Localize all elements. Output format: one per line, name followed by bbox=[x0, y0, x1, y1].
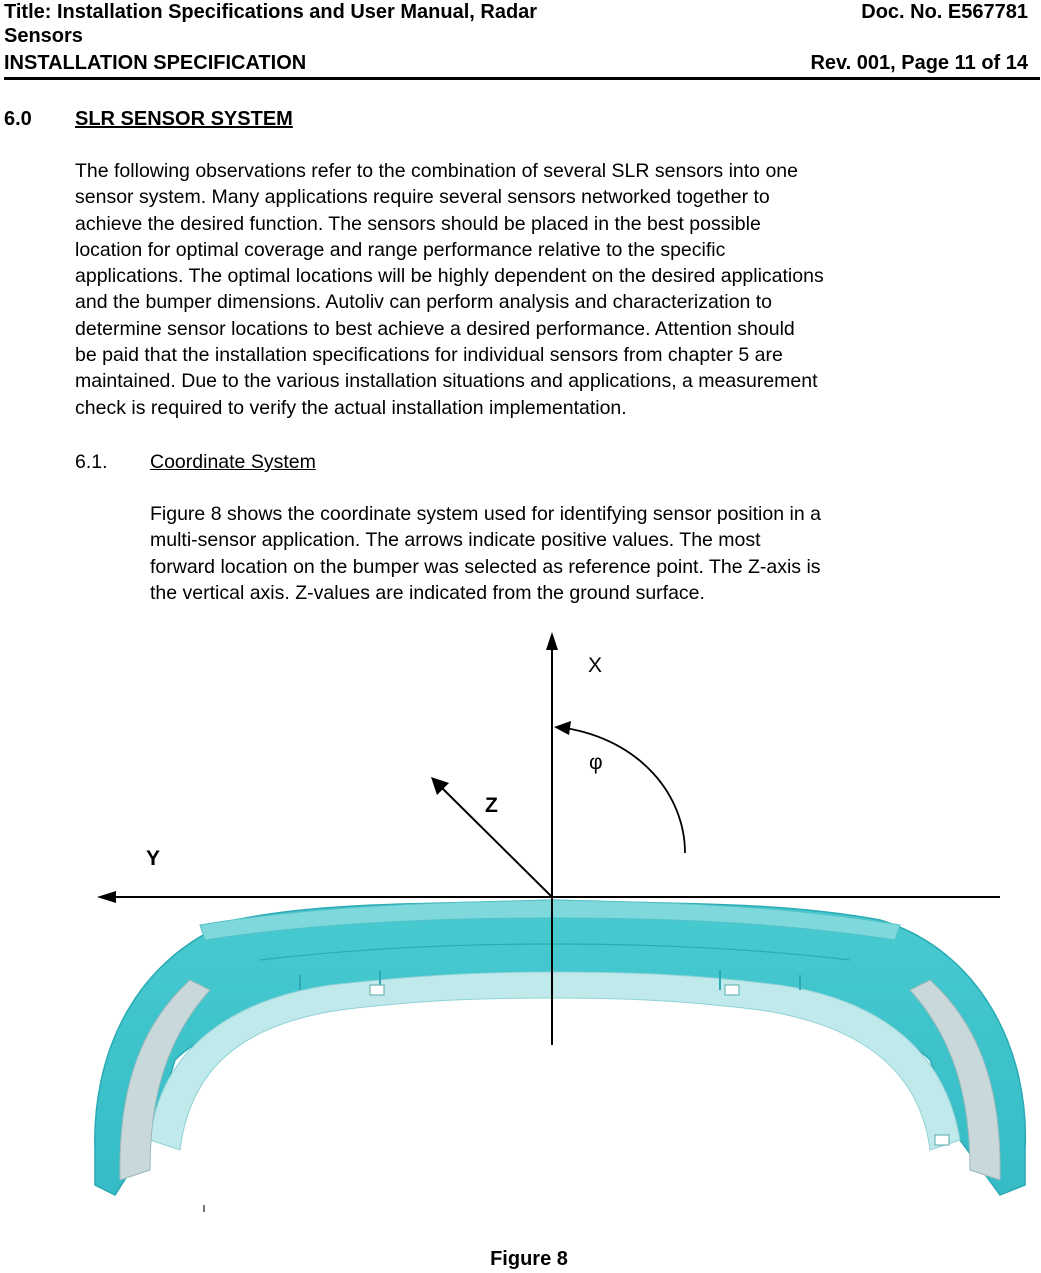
paragraph-line: achieve the desired function. The sensors should be placed in the best possible bbox=[75, 212, 761, 235]
paragraph-line: forward location on the bumper was selected as reference point. The Z-axis is bbox=[150, 555, 821, 578]
bumper-clip-left bbox=[370, 985, 384, 995]
section-number: 6.0 bbox=[4, 108, 32, 130]
y-axis-label: Y bbox=[146, 847, 161, 870]
phi-arc-arrowhead bbox=[554, 721, 571, 735]
coordinate-system-figure bbox=[0, 600, 1041, 1240]
subsection-paragraph bbox=[150, 501, 821, 606]
phi-label: φ bbox=[589, 751, 603, 774]
y-axis-arrowhead bbox=[97, 891, 116, 903]
paragraph-line: Figure 8 shows the coordinate system used for identifying sensor position in a bbox=[150, 503, 821, 525]
subsection-number: 6.1. bbox=[75, 451, 108, 473]
bumper-image bbox=[95, 900, 1026, 1212]
paragraph-line: and the bumper dimensions. Autoliv can perform analysis and characterization to bbox=[75, 291, 772, 314]
bumper-clip-lower-right bbox=[935, 1135, 949, 1145]
bumper-inner-band bbox=[150, 972, 960, 1150]
doc-title-line2: Sensors bbox=[4, 25, 83, 47]
doc-number: Doc. No. E567781 bbox=[861, 1, 1028, 23]
paragraph-line: applications. The optimal locations will be highly dependent on the desired applications bbox=[75, 265, 824, 288]
paragraph-line: maintained. Due to the various installation situations and applications, a measurement bbox=[75, 370, 818, 393]
paragraph-line: multi-sensor application. The arrows indicate positive values. The most bbox=[150, 529, 761, 552]
z-axis-label: Z bbox=[485, 794, 498, 817]
paragraph-line: be paid that the installation specifications for individual sensors from chapter 5 are bbox=[75, 344, 783, 367]
paragraph-line: sensor system. Many applications require several sensors networked together to bbox=[75, 186, 770, 209]
doc-section-label: INSTALLATION SPECIFICATION bbox=[4, 52, 307, 74]
paragraph-line: The following observations refer to the combination of several SLR sensors into one bbox=[75, 160, 798, 182]
header-rule bbox=[4, 77, 1040, 80]
doc-title-line1: Title: Installation Specifications and User Manual, Radar bbox=[4, 1, 538, 23]
section-paragraph bbox=[75, 158, 824, 421]
section-title: SLR SENSOR SYSTEM bbox=[75, 108, 293, 130]
x-axis-label: X bbox=[588, 654, 603, 677]
paragraph-line: the vertical axis. Z-values are indicated from the ground surface. bbox=[150, 581, 705, 604]
phi-angle-arc bbox=[565, 728, 685, 853]
figure-caption: Figure 8 bbox=[490, 1248, 568, 1270]
subsection-title: Coordinate System bbox=[150, 451, 316, 473]
paragraph-line: location for optimal coverage and range performance relative to the specific bbox=[75, 238, 726, 261]
doc-rev-page: Rev. 001, Page 11 of 14 bbox=[810, 52, 1028, 74]
paragraph-line: check is required to verify the actual installation implementation. bbox=[75, 396, 627, 419]
bumper-clip-right bbox=[725, 985, 739, 995]
paragraph-line: determine sensor locations to best achieve a desired performance. Attention should bbox=[75, 317, 795, 340]
x-axis-arrowhead bbox=[546, 632, 558, 650]
